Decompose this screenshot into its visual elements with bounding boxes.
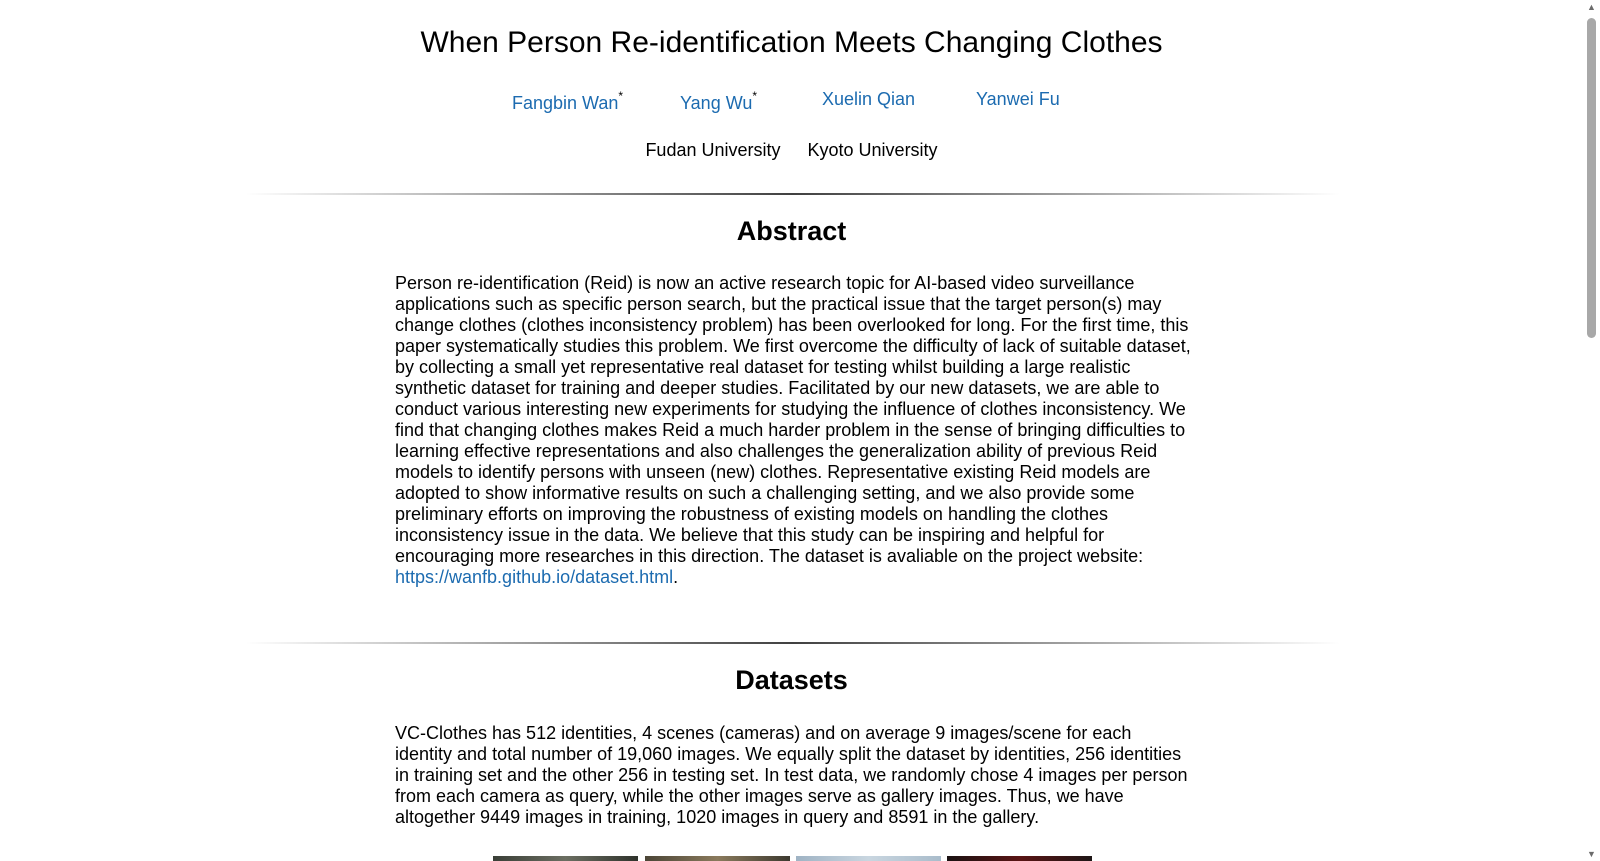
section-divider: [245, 193, 1340, 195]
author-list: [0, 88, 1583, 118]
author-name: Yanwei Fu: [976, 89, 1060, 109]
up-arrow-icon[interactable]: ▲: [1587, 2, 1596, 12]
datasets-heading: Datasets: [735, 665, 848, 695]
author-name: Xuelin Qian: [822, 89, 916, 109]
down-arrow-icon[interactable]: ▼: [1587, 849, 1596, 859]
abstract-text: [395, 273, 1192, 588]
page-title: When Person Re-identification Meets Changing Clothes: [420, 26, 1163, 59]
sample-image-scene-1: [493, 856, 638, 861]
author-name: Yang Wu: [680, 93, 753, 113]
section-divider: [245, 642, 1340, 644]
datasets-text: VC-Clothes has 512 identities, 4 scenes (cameras) and on average 9 images/scene for each identity and total number of 19,060 images. We equally split the dataset by identities, 256 identities in training set and the other 256 in testing set. In test data, we randomly chose 4 images per person from each camera as query, while the other images serve as gallery images. Thus, we have altogether 9449 images in training, 1020 images in query and 8591 in the gallery.: [395, 723, 1188, 827]
sample-image-scene-2: [645, 856, 790, 861]
author-link-yang-wu[interactable]: [680, 91, 757, 114]
sample-image-scene-3: [796, 856, 941, 861]
abstract-heading: Abstract: [736, 216, 847, 246]
sample-image-scene-4: [947, 856, 1092, 861]
abstract-end: .: [673, 567, 679, 587]
equal-contribution-mark: *: [618, 89, 624, 103]
author-link-xuelin-qian[interactable]: [822, 89, 915, 110]
author-link-yanwei-fu[interactable]: [976, 89, 1060, 110]
author-link-fangbin-wan[interactable]: [512, 91, 623, 114]
affiliation-fudan: Fudan University: [645, 140, 781, 160]
equal-contribution-mark: *: [752, 89, 758, 103]
dataset-link[interactable]: https://wanfb.github.io/dataset.html: [395, 567, 674, 587]
affiliation-kyoto: Kyoto University: [807, 140, 938, 160]
abstract-body: Person re-identification (Reid) is now an active research topic for AI-based video surveillance applications such as specific person search, but the practical issue that the target person(s) may change clothes (clothes inconsistency problem) has been overlooked for long. For the first time, this paper systematically studies this problem. We first overcome the difficulty of lack of suitable dataset, by collecting a small yet representative real dataset for testing whilst building a large realistic synthetic dataset for training and deeper studies. Facilitated by our new datasets, we are able to conduct various interesting new experiments for studying the influence of clothes inconsistency. We find that changing clothes makes Reid a much harder problem in the sense of bringing difficulties to learning effective representations and also challenges the generalization ability of previous Reid models to identify persons with unseen (new) clothes. Representative existing Reid models are adopted to show informative results on such a challenging setting, and we also provide some preliminary efforts on improving the robustness of existing models on handling the clothes inconsistency issue in the data. We believe that this study can be inspiring and helpful for encouraging more researches in this direction. The dataset is avaliable on the project website:: [395, 273, 1191, 566]
author-name: Fangbin Wan: [512, 93, 619, 113]
vertical-scrollbar[interactable]: [1583, 0, 1600, 861]
affiliation-list: [0, 140, 1583, 161]
scrollbar-thumb[interactable]: [1587, 18, 1596, 338]
